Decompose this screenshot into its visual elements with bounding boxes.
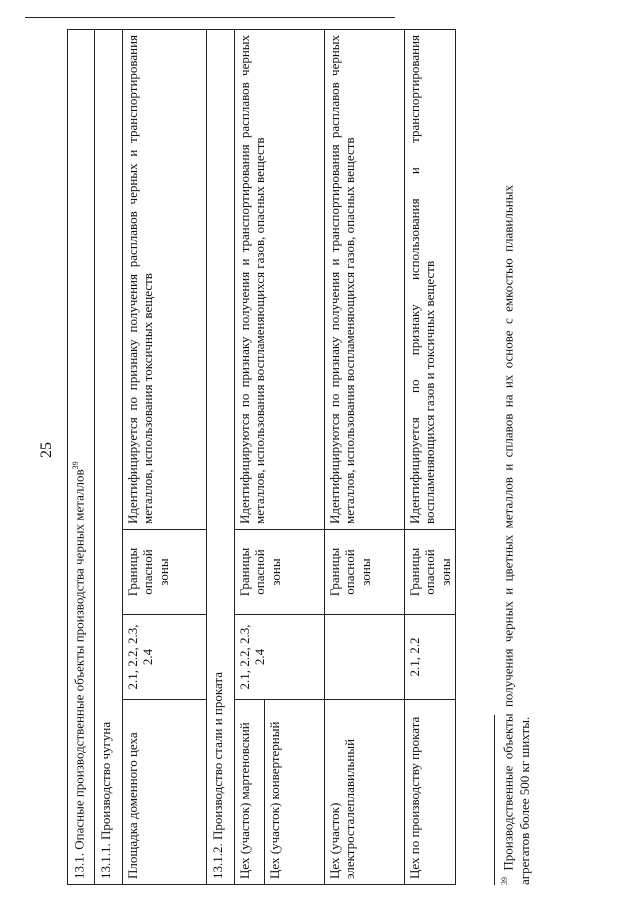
footnote — [470, 185, 640, 885]
footnote-text: $^{39}$ Производственные объекты получения черных и цветных металлов и сплавов на их основе с емкостью плавильных агрегатов более 500 кг шихты. — [500, 185, 532, 885]
footnote-rule — [494, 715, 495, 885]
criteria-cell: 2.1, 2.2, 2.3, 2.4 — [235, 615, 325, 700]
description-cell: Идентифицируется по признаку получения расплавов черных и транспортирования металлов, использования токсичных веществ — [123, 29, 207, 529]
table-row — [325, 29, 405, 884]
footnote-mark: 39 — [500, 877, 509, 885]
boundary-cell: Границы опасной зоны — [123, 530, 207, 615]
object-cell: Цех (участок) мартеновский — [235, 700, 265, 885]
subsection-title: 13.1.1. Производство чугуна — [95, 29, 123, 884]
boundary-cell: Границы опасной зоны — [405, 530, 456, 615]
criteria-cell: 2.1, 2.2 — [405, 615, 456, 700]
description-cell: Идентифицируются по признаку получения и транспортирования расплавов черных металлов, использования воспламеняющихся газов, опасных веществ — [325, 29, 405, 529]
criteria-cell: 2.1, 2.2, 2.3, 2.4 — [123, 615, 207, 700]
table-row — [405, 29, 456, 884]
footnote-ref: 39 — [71, 461, 80, 470]
object-cell: Цех (участок) конвертерный — [265, 700, 325, 885]
description-cell: Идентифицируется по признаку использования и транспортирования воспламеняющихся газов и токсичных веществ — [405, 29, 456, 529]
section-title: 13.1. Опасные производственные объекты производства черных металлов$^{39}$ — [68, 29, 95, 884]
section-header-row — [68, 29, 95, 884]
table-row — [235, 29, 265, 884]
object-cell: Цех (участок) электросталеплавильный — [325, 700, 405, 885]
boundary-cell: Границы опасной зоны — [235, 530, 325, 615]
boundary-cell: Границы опасной зоны — [325, 530, 405, 615]
page-number: 25 — [38, 442, 55, 458]
subsection-header-row — [207, 29, 235, 884]
criteria-cell — [325, 615, 405, 700]
header-rule — [25, 17, 395, 18]
subsection-header-row — [95, 29, 123, 884]
description-cell: Идентифицируются по признаку получения и транспортирования расплавов черных металлов, использования воспламеняющихся газов, опасных веществ — [235, 29, 325, 529]
object-cell: Цех по производству проката — [405, 700, 456, 885]
table-row — [123, 29, 207, 884]
subsection-title: 13.1.2. Производство стали и проката — [207, 29, 235, 884]
object-cell: Площадка доменного цеха — [123, 700, 207, 885]
